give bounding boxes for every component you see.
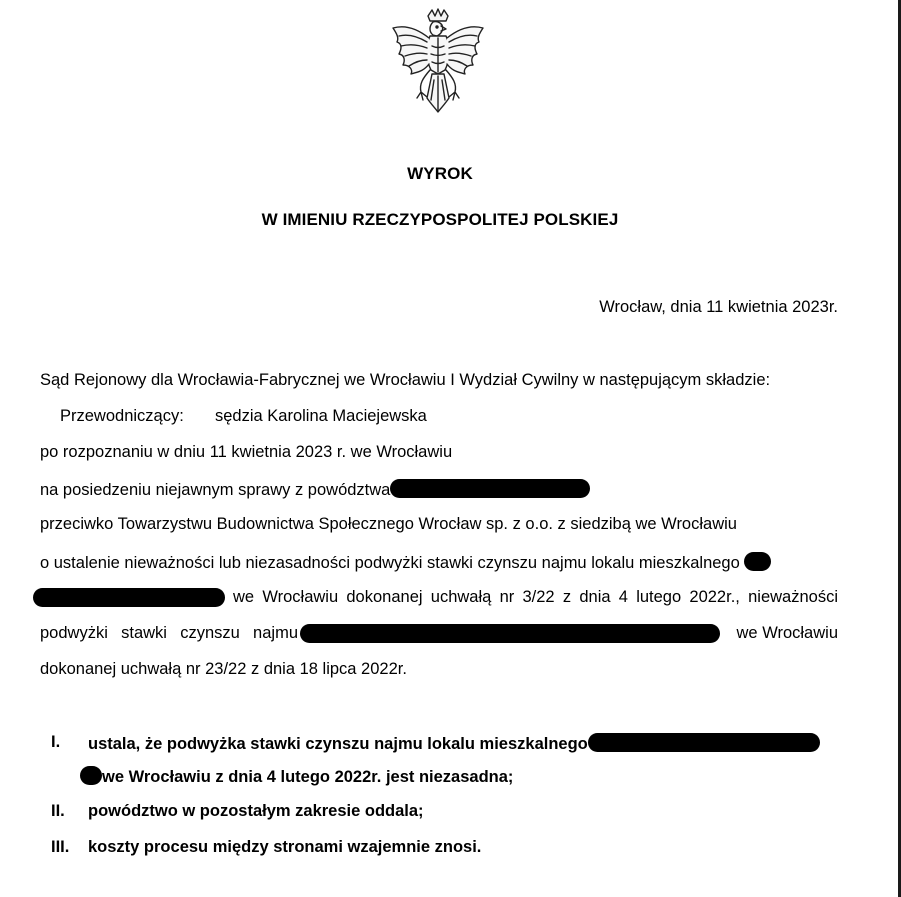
hearing-line: po rozpoznaniu w dniu 11 kwietnia 2023 r. we Wrocławiu [40,443,453,461]
polish-eagle-emblem-icon [383,8,493,120]
judgment-heading: WYROK [407,164,473,183]
presiding-label: Przewodniczący: [60,407,184,425]
redaction-block [390,479,590,498]
redaction-block [300,624,720,643]
case-intro-line [40,479,590,500]
ruling-3-text: koszty procesu między stronami wzajemnie znosi. [88,838,482,856]
ruling-numeral-2: II. [51,802,65,820]
redaction-block [80,766,102,785]
subject-line-2 [33,588,838,607]
redaction-block [33,588,225,607]
redaction-block [588,733,820,752]
subject-text-2: we Wrocławiu dokonanej uchwałą nr 3/22 z dnia 4 lutego 2022r., nieważności [233,588,838,606]
ruling-1-text-b: we Wrocławiu z dnia 4 lutego 2022r. jest niezasadna; [102,768,514,786]
court-composition: Sąd Rejonowy dla Wrocławia-Fabrycznej we Wrocławiu I Wydział Cywilny w następującym składzie: [40,371,771,389]
ruling-numeral-1: I. [51,733,61,751]
ruling-1-line-1 [88,733,820,754]
subject-line-4: dokonanej uchwałą nr 23/22 z dnia 18 lipca 2022r. [40,660,407,678]
subject-text-3b: we Wrocławiu [736,624,838,642]
ruling-1-line-2 [80,766,513,787]
ruling-1-text-a: ustala, że podwyżka stawki czynszu najmu lokalu mieszkalnego [88,735,588,753]
subject-line-3 [40,624,838,643]
judgment-subheading: W IMIENIU RZECZYPOSPOLITEJ POLSKIEJ [261,210,619,229]
case-intro-text: na posiedzeniu niejawnym sprawy z powództwa [40,481,391,499]
subject-text-3a: podwyżki stawki czynszu najmu [40,624,298,642]
place-date: Wrocław, dnia 11 kwietnia 2023r. [599,298,838,316]
redaction-block [744,552,771,571]
presiding-judge: sędzia Karolina Maciejewska [215,407,427,425]
ruling-2-text: powództwo w pozostałym zakresie oddala; [88,802,424,820]
subject-line-1 [40,552,771,573]
subject-text-1: o ustalenie nieważności lub niezasadności podwyżki stawki czynszu najmu lokalu mieszkalnego [40,554,740,572]
ruling-numeral-3: III. [51,838,70,856]
defendant-line: przeciwko Towarzystwu Budownictwa Społecznego Wrocław sp. z o.o. z siedzibą we Wrocławiu [40,515,737,533]
